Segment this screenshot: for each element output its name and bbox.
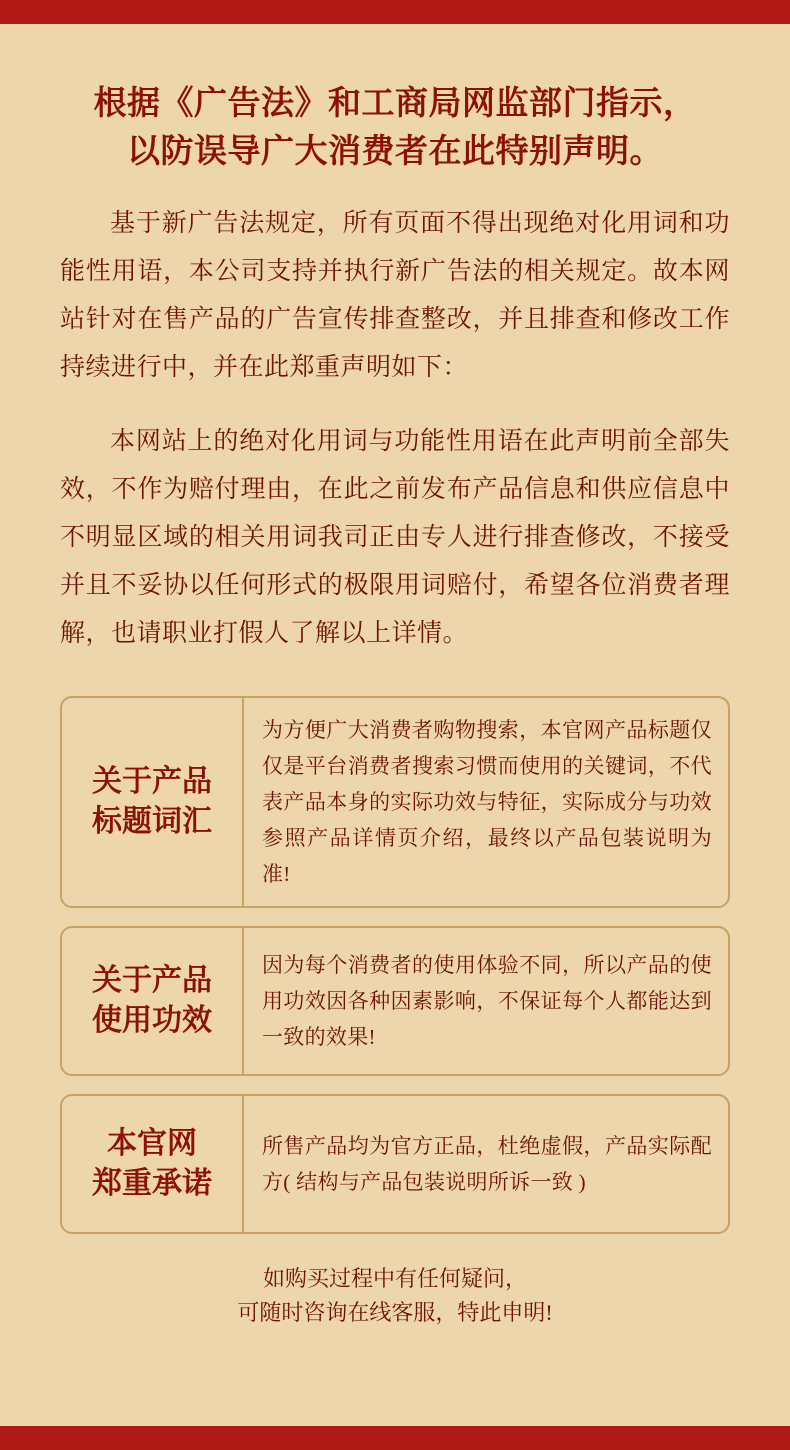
- card-title: [62, 1096, 244, 1232]
- card-title-line2: 使用功效: [92, 1004, 212, 1037]
- card-body: 因为每个消费者的使用体验不同，所以产品的使用功效因各种因素影响，不保证每个人都能达到一致的效果!: [262, 953, 712, 1049]
- page-title: [60, 24, 730, 176]
- card-title-line1: 本官网: [107, 1127, 197, 1160]
- paper-panel: [0, 24, 790, 1426]
- card-title-line1: 关于产品: [92, 765, 212, 798]
- card-body: 为方便广大消费者购物搜索，本官网产品标题仅仅是平台消费者搜索习惯而使用的关键词，不代表产品本身的实际功效与特征，实际成分与功效参照产品详情页介绍，最终以产品包装说明为准!: [262, 718, 712, 886]
- footer-line1: 如购买过程中有任何疑问，: [262, 1266, 527, 1291]
- card-title: [62, 698, 244, 906]
- card-title: [62, 928, 244, 1074]
- card-product-title-wording: [60, 696, 730, 908]
- page-title-line1: 根据《广告法》和工商局网监部门指示，: [93, 86, 697, 122]
- statement-cards: [60, 696, 730, 1234]
- card-title-line2: 标题词汇: [92, 805, 212, 838]
- footer-note: [60, 1262, 730, 1330]
- card-body: 所售产品均为官方正品，杜绝虚假，产品实际配方( 结构与产品包装说明所诉一致 ): [262, 1134, 712, 1194]
- card-title-line2: 郑重承诺: [92, 1167, 212, 1200]
- card-official-promise: [60, 1094, 730, 1234]
- page-title-line2: 以防误导广大消费者在此特别声明。: [127, 134, 663, 170]
- statement-paragraph-1: 基于新广告法规定，所有页面不得出现绝对化用词和功能性用语，本公司支持并执行新广告法的相关规定。故本网站针对在售产品的广告宣传排查整改，并且排查和修改工作持续进行中，并在此郑重声明如下：: [60, 210, 730, 381]
- footer-line2: 可随时咨询在线客服，特此申明!: [237, 1300, 553, 1325]
- card-title-line1: 关于产品: [92, 964, 212, 997]
- statement-paragraph-2: 本网站上的绝对化用词与功能性用语在此声明前全部失效，不作为赔付理由，在此之前发布产品信息和供应信息中不明显区域的相关用词我司正由专人进行排查修改，不接受并且不妥协以任何形式的极限用词赔付，希望各位消费者理解，也请职业打假人了解以上详情。: [60, 428, 730, 647]
- card-product-efficacy: [60, 926, 730, 1076]
